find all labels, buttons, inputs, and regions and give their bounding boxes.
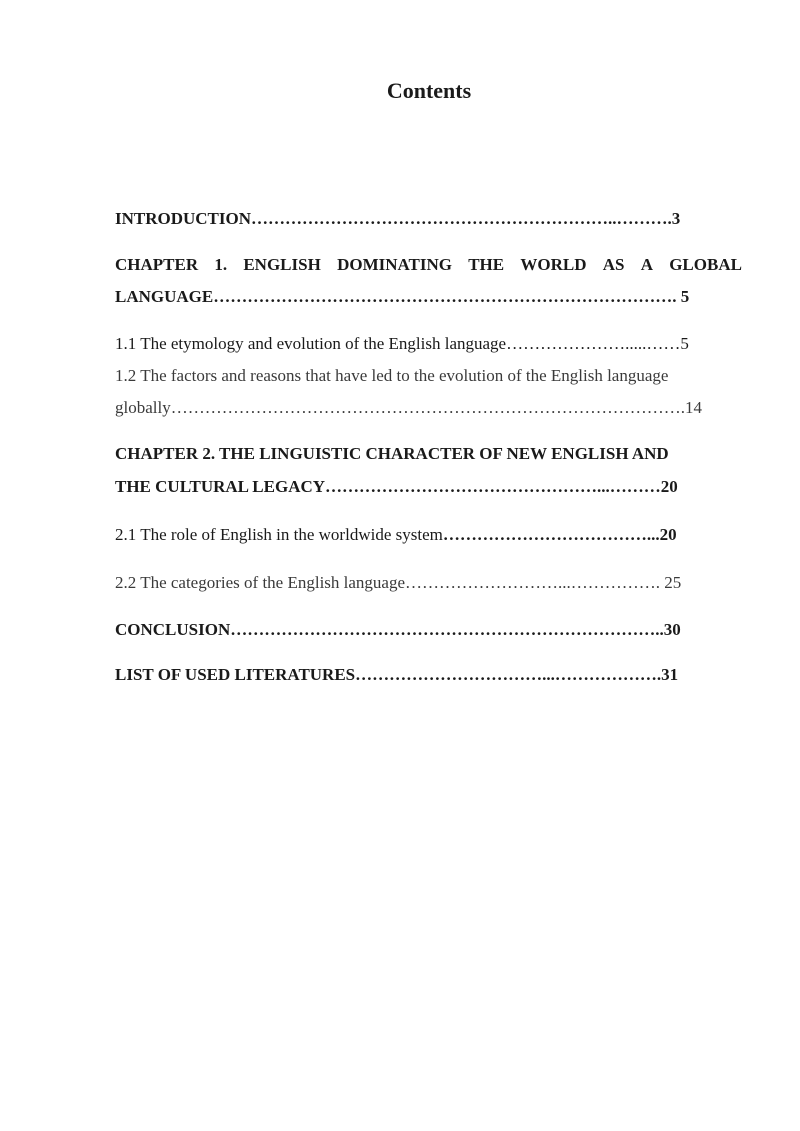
toc-chapter-1-line-2: LANGUAGE………………………………………………………………………. 5 — [115, 287, 690, 306]
toc-section-2-1-text: 2.1 The role of English in the worldwide system — [115, 525, 443, 544]
toc-word: CHAPTER — [115, 255, 199, 274]
toc-section-1-1: 1.1 The etymology and evolution of the English language………………….....……5 — [115, 334, 689, 353]
toc-word: A — [640, 255, 653, 274]
toc-word: AS — [602, 255, 625, 274]
toc-conclusion: CONCLUSION…………………………………………………………………..30 — [115, 620, 681, 639]
toc-section-1-2-line-1: 1.2 The factors and reasons that have led to the evolution of the English language — [115, 366, 669, 385]
toc-section-1-2-line-2: globally……………………………………………………………………………….14 — [115, 398, 702, 417]
toc-word: 1. — [214, 255, 228, 274]
toc-chapter-2-line-1: CHAPTER 2. THE LINGUISTIC CHARACTER OF NEW ENGLISH AND — [115, 444, 669, 463]
toc-chapter-1-line-1 — [115, 253, 742, 277]
toc-section-2-2: 2.2 The categories of the English language………………………...……………. 25 — [115, 573, 682, 592]
toc-word: GLOBAL — [669, 255, 742, 274]
toc-word: WORLD — [520, 255, 587, 274]
toc-chapter-2-line-2: THE CULTURAL LEGACY…………………………………………...………20 — [115, 477, 678, 496]
toc-word: ENGLISH — [243, 255, 321, 274]
page-title: Contents — [386, 78, 472, 103]
toc-introduction: INTRODUCTION………………………………………………………..……….3 — [115, 209, 681, 228]
toc-section-2-1-leader: ………………………………...20 — [442, 525, 677, 544]
toc-word: THE — [468, 255, 505, 274]
toc-literature: LIST OF USED LITERATURES……………………………...……………….31 — [115, 665, 679, 684]
toc-section-2-1 — [115, 523, 677, 547]
toc-word: DOMINATING — [337, 255, 452, 274]
